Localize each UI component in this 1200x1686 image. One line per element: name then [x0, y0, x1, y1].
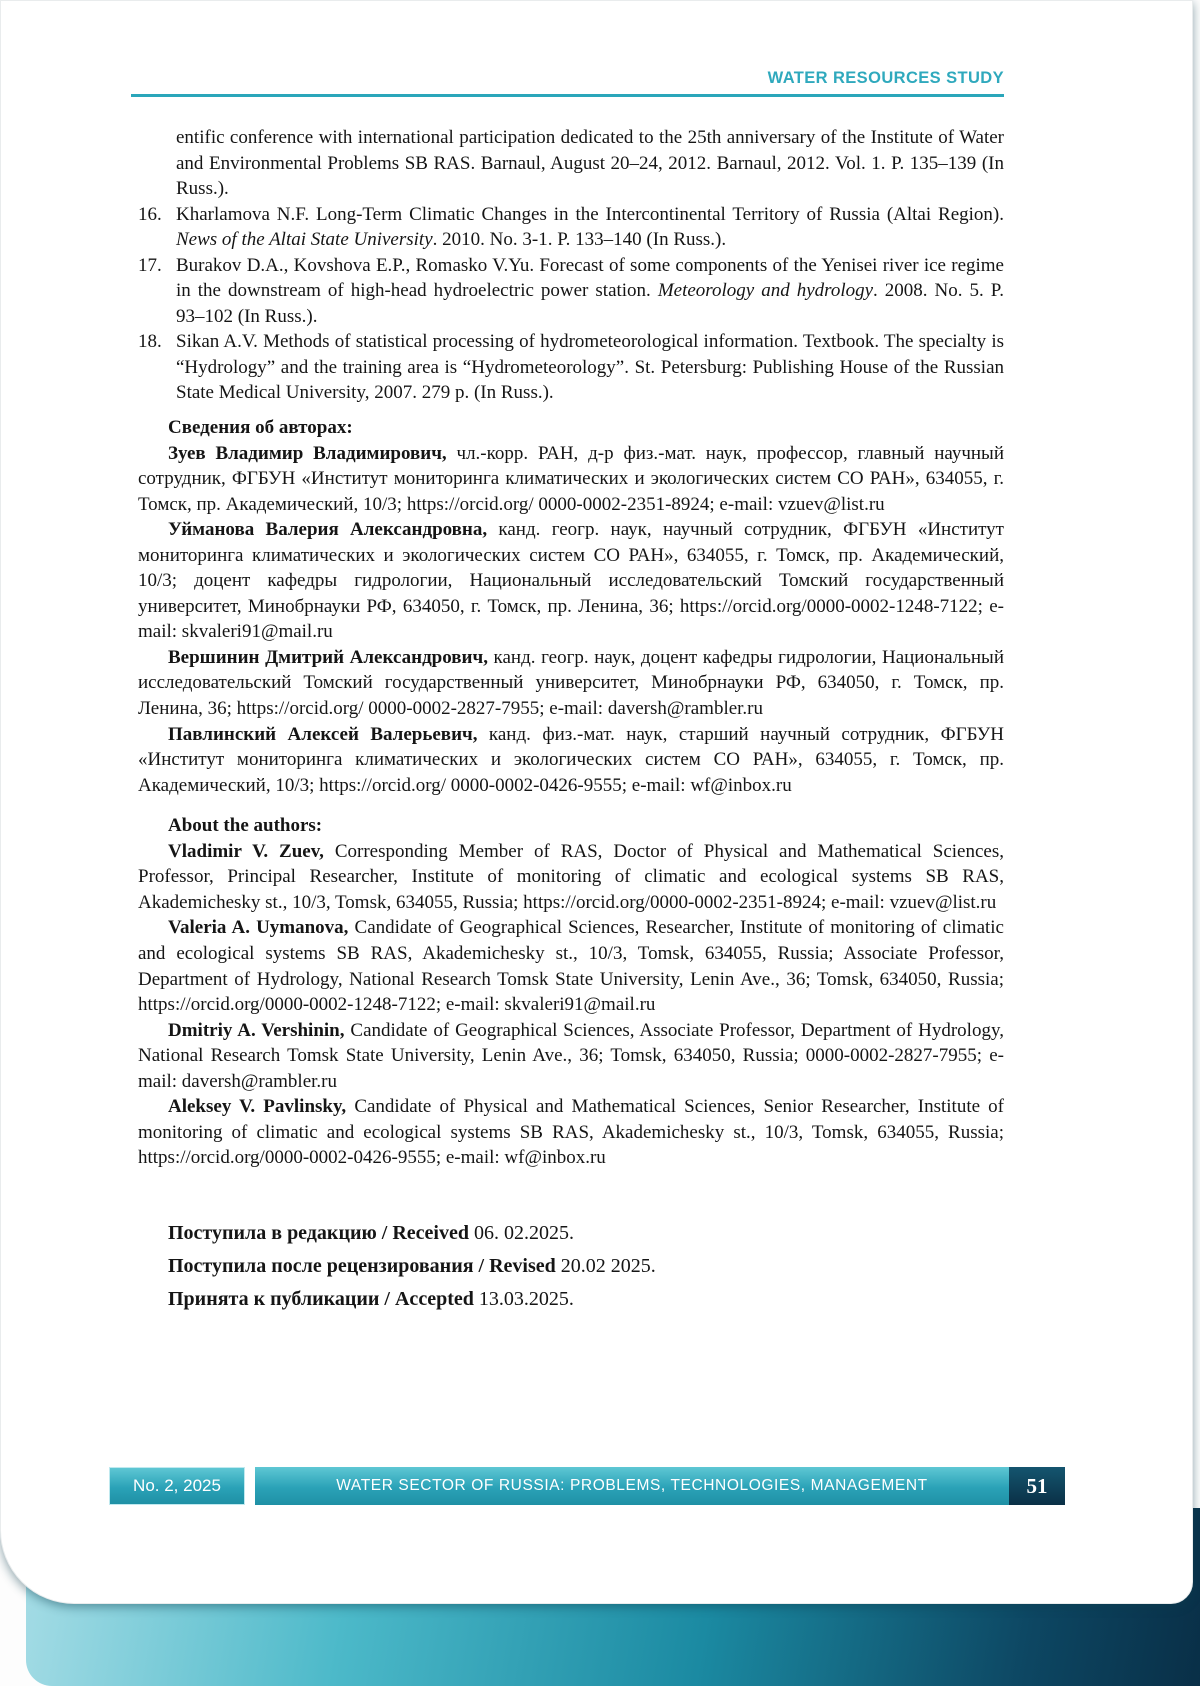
footer-gap	[245, 1467, 255, 1505]
reference-text: Burakov D.A., Kovshova E.P., Romasko V.Yu. Forecast of some components of the Yenisei river ice regime in the downstream of high-head hydroelectric power station.	[176, 254, 1004, 302]
reference-continuation: entific conference with international participation dedicated to the 25th anniversary of the Institute of Water and Environmental Problems SB RAS. Barnaul, August 20–24, 2012. Barnaul, 2012. Vol. 1. P. 135–139 (In Russ.).	[176, 127, 1004, 200]
reference-item	[138, 202, 1004, 253]
author-details: канд. геогр. наук, научный сотрудник, ФГБУН «Институт мониторинга климатических и экологических систем СО РАН», 634055, г. Томск, пр. Академический, 10/3; доцент кафедры гидрологии, Национальный исследовательский Томский государственный университет, Минобрнауки РФ, 634050, г. Томск, пр. Ленина, 36; https://orcid.org/0000-0002-1248-7122; e-mail: skvaleri91@mail.ru	[138, 519, 1004, 643]
author-details: Candidate of Physical and Mathematical Sciences, Senior Researcher, Institute of monitoring of climatic and ecological systems SB RAS, Akademichesky st., 10/3, Tomsk, 634055, Russia; https://orcid.org/0000-0002-0426-9555; e-mail: wf@inbox.ru	[138, 1096, 1004, 1169]
author-name: Вершинин Дмитрий Александрович,	[168, 646, 488, 668]
author-paragraph-ru	[138, 517, 1004, 645]
author-details: чл.-корр. РАН, д-р физ.-мат. наук, профессор, главный научный сотрудник, ФГБУН «Институт мониторинга климатических и экологических систем СО РАН», 634055, г. Томск, пр. Академический, 10/3; https://orcid.org/ 0000-0002-2351-8924; e-mail: vzuev@list.ru	[138, 442, 1004, 515]
issue-number-box	[109, 1467, 245, 1505]
author-name: Павлинский Алексей Валерьевич,	[168, 723, 478, 745]
author-name: Vladimir V. Zuev,	[168, 840, 324, 862]
page-number: 51	[1026, 1473, 1048, 1498]
page-content	[138, 1, 1004, 1316]
author-paragraph-en	[138, 1094, 1004, 1171]
reference-source-italic: News of the Altai State University	[176, 229, 433, 251]
date-line-received	[168, 1217, 1004, 1250]
author-paragraph-ru	[138, 722, 1004, 799]
running-head: WATER RESOURCES STUDY	[767, 69, 1004, 87]
reference-number: 17.	[138, 254, 162, 276]
reference-text: Sikan A.V. Methods of statistical processing of hydrometeorological information. Textbook. The specialty is “Hydrology” and the training area is “Hydrometeorology”. St. Petersburg: Publishing House of the Russian State Medical University, 2007. 279 p. (In Russ.).	[176, 331, 1004, 404]
reference-number: 18.	[138, 331, 162, 353]
date-value: 20.02 2025.	[555, 1255, 656, 1278]
header-rule	[131, 94, 1004, 97]
author-name: Aleksey V. Pavlinsky,	[168, 1096, 347, 1118]
journal-title-bar	[255, 1467, 1009, 1505]
author-name: Зуев Владимир Владимирович,	[168, 442, 447, 464]
page-number-box	[1009, 1467, 1065, 1505]
reference-source-italic: Meteorology and hydrology	[657, 280, 874, 302]
submission-dates	[168, 1217, 1004, 1317]
date-value: 06. 02.2025.	[468, 1221, 574, 1244]
reference-text-post: . 2010. No. 3-1. P. 133–140 (In Russ.).	[432, 229, 727, 251]
author-name: Dmitriy A. Vershinin,	[168, 1019, 345, 1041]
reference-text-post: . 2008. No. 5. P. 93–102 (In Russ.).	[176, 280, 1004, 327]
date-value: 13.03.2025.	[473, 1288, 574, 1311]
section-heading-authors-en: About the authors:	[168, 815, 323, 837]
author-paragraph-en	[138, 915, 1004, 1017]
author-name: Valeria A. Uymanova,	[168, 917, 349, 939]
author-paragraph-ru	[138, 441, 1004, 518]
author-details: Candidate of Geographical Sciences, Researcher, Institute of monitoring of climatic and ecological systems SB RAS, Akademichesky st., 10/3, Tomsk, 634055, Russia; Associate Professor, Department of Hydrology, National Research Tomsk State University, Lenin Ave., 36; Tomsk, 634050, Russia; https://orcid.org/0000-0002-1248-7122; e-mail: skvaleri91@mail.ru	[138, 917, 1004, 1016]
author-name: Уйманова Валерия Александровна,	[168, 519, 488, 541]
date-label: Принята к публикации / Accepted	[168, 1288, 474, 1311]
author-details: Candidate of Geographical Sciences, Associate Professor, Department of Hydrology, National Research Tomsk State University, Lenin Ave., 36; Tomsk, 634050, Russia; 0000-0002-2827-7955; e-mail: daversh@rambler.ru	[138, 1019, 1004, 1092]
reference-item	[138, 329, 1004, 406]
date-label: Поступила после рецензирования / Revised	[168, 1255, 556, 1278]
author-details: Corresponding Member of RAS, Doctor of Physical and Mathematical Sciences, Professor, Principal Researcher, Institute of monitoring of climatic and ecological systems SB RAS, Akademichesky st., 10/3, Tomsk, 634055, Russia; https://orcid.org/0000-0002-2351-8924; e-mail: vzuev@list.ru	[138, 840, 1004, 913]
date-line-accepted	[168, 1283, 1004, 1316]
body-text	[138, 125, 1004, 1316]
author-details: канд. геогр. наук, доцент кафедры гидрологии, Национальный исследовательский Томский государственный университет, Минобрнауки РФ, 634050, г. Томск, пр. Ленина, 36; https://orcid.org/ 0000-0002-2827-7955; e-mail: daversh@rambler.ru	[138, 646, 1004, 720]
date-line-revised	[168, 1250, 1004, 1283]
reference-text: Kharlamova N.F. Long-Term Climatic Changes in the Intercontinental Territory of Russia (Altai Region).	[176, 203, 1004, 225]
author-paragraph-en	[138, 839, 1004, 916]
reference-number: 16.	[138, 203, 162, 225]
reference-item	[138, 253, 1004, 330]
author-details: канд. физ.-мат. наук, старший научный сотрудник, ФГБУН «Институт мониторинга климатических и экологических систем СО РАН», 634055, г. Томск, пр. Академический, 10/3; https://orcid.org/ 0000-0002-0426-9555; e-mail: wf@inbox.ru	[138, 723, 1004, 796]
author-paragraph-ru	[138, 645, 1004, 722]
section-heading-authors-ru: Сведения об авторах:	[168, 417, 353, 439]
journal-title: WATER SECTOR OF RUSSIA: PROBLEMS, TECHNOLOGIES, MANAGEMENT	[336, 1477, 928, 1494]
issue-number: No. 2, 2025	[133, 1476, 221, 1495]
footer	[109, 1467, 1065, 1505]
date-label: Поступила в редакцию / Received	[168, 1221, 469, 1244]
author-paragraph-en	[138, 1018, 1004, 1095]
